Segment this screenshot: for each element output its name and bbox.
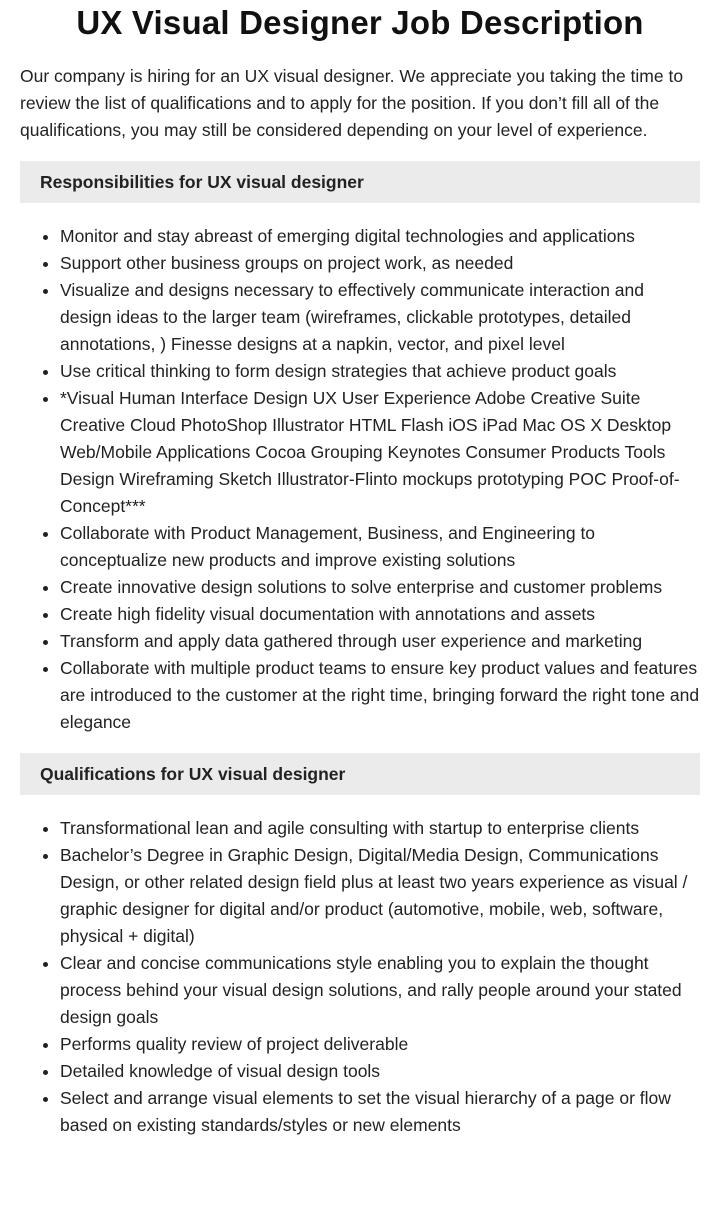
list-item: • Detailed knowledge of visual design tools (60, 1058, 700, 1085)
list-item: • Use critical thinking to form design strategies that achieve product goals (60, 358, 700, 385)
list-item: • Performs quality review of project deliverable (60, 1031, 700, 1058)
list-item: • Bachelor’s Degree in Graphic Design, Digital/Media Design, Communications Design, or other related design field plus at least two years experience as visual / graphic designer for digital and/or product (automotive, mobile, web, software, physical + digital) (60, 842, 700, 950)
list-item: • Create high fidelity visual documentation with annotations and assets (60, 601, 700, 628)
list-item: • Select and arrange visual elements to set the visual hierarchy of a page or flow based on existing standards/styles or new elements (60, 1085, 700, 1139)
intro-paragraph: Our company is hiring for an UX visual designer. We appreciate you taking the time to review the list of qualifications and to apply for the position. If you don’t fill all of the qualifications, you may still be considered depending on your level of experience. (20, 66, 684, 140)
list-item: • Collaborate with Product Management, Business, and Engineering to conceptualize new products and improve existing solutions (60, 520, 700, 574)
qualifications-heading: Qualifications for UX visual designer (20, 753, 700, 795)
page-title: UX Visual Designer Job Description (76, 4, 644, 41)
list-item: • Support other business groups on project work, as needed (60, 250, 700, 277)
list-item: • Clear and concise communications style enabling you to explain the thought process behind your visual design solutions, and rally people around your stated design goals (60, 950, 700, 1031)
list-item: • Collaborate with multiple product teams to ensure key product values and features are introduced to the customer at the right time, bringing forward the right tone and elegance (60, 655, 700, 736)
qualifications-list (20, 815, 700, 1139)
list-item: • Transformational lean and agile consulting with startup to enterprise clients (60, 815, 700, 842)
responsibilities-list (20, 223, 700, 736)
list-item: • Monitor and stay abreast of emerging digital technologies and applications (60, 223, 700, 250)
list-item: • Visualize and designs necessary to effectively communicate interaction and design ideas to the larger team (wireframes, clickable prototypes, detailed annotations, ) Finesse designs at a napkin, vector, and pixel level (60, 277, 700, 358)
list-item: • Create innovative design solutions to solve enterprise and customer problems (60, 574, 700, 601)
responsibilities-heading: Responsibilities for UX visual designer (20, 161, 700, 203)
list-item: • *Visual Human Interface Design UX User Experience Adobe Creative Suite Creative Cloud PhotoShop Illustrator HTML Flash iOS iPad Mac OS X Desktop Web/Mobile Applications Cocoa Grouping Keynotes Consumer Products Tools Design Wireframing Sketch Illustrator-Flinto mockups prototyping POC Proof-of-Concept*** (60, 385, 700, 520)
list-item: • Transform and apply data gathered through user experience and marketing (60, 628, 700, 655)
